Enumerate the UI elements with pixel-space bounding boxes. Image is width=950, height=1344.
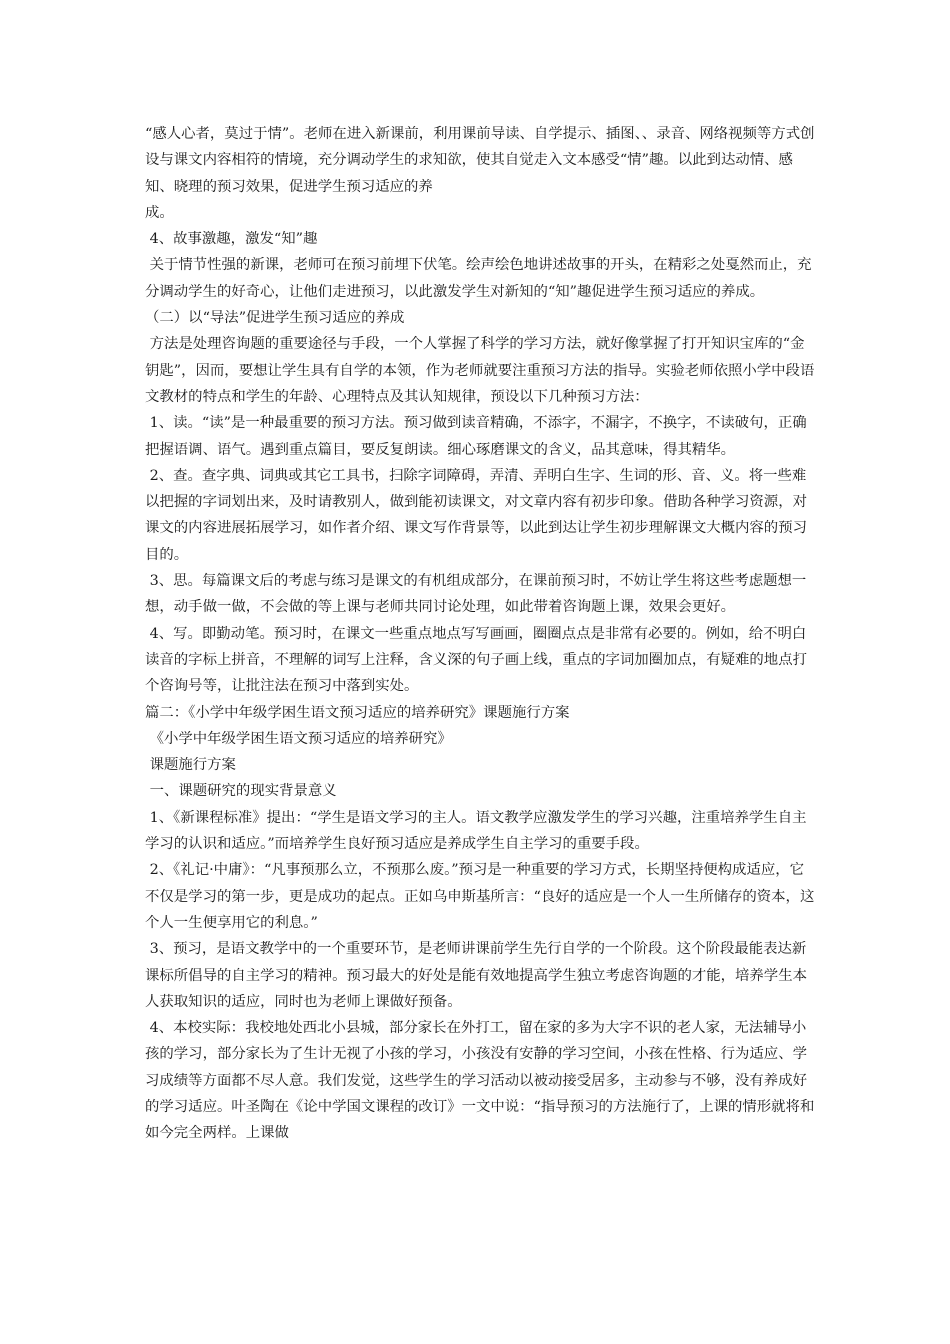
section-title-part-two: 篇二：《小学中年级学困生语文预习适应的培养研究》课题施行方案 bbox=[145, 704, 570, 721]
paragraph-method-think: 3、思。每篇课文后的考虑与练习是课文的有机组成部分，在课前预习时，不妨让学生将这些考虑题想一想，动手做一做，不会做的等上课与老师共同讨论处理，如此带着咨询题上课，效果会更好。 bbox=[145, 573, 807, 616]
paragraph-curriculum-standard: 1、《新课程标准》提出：“学生是语文学习的主人。语文教学应激发学生的学习兴趣，注重培养学生自主学习的认识和适应。”而培养学生良好预习适应是养成学生自主学习的重要手段。 bbox=[145, 809, 807, 853]
subtitle-implementation-plan: 课题施行方案 bbox=[145, 757, 236, 774]
paragraph-school-reality: 4、本校实际：我校地处西北小县城，部分家长在外打工，留在家的多为大字不识的老人家，无法辅导小孩的学习，部分家长为了生计无视了小孩的学习，小孩没有安静的学习空间，小孩在性格、行为适应、学习成绩等方面都不尽人意。我们发觉，这些学生的学习活动以被动接受居多，主动参与不够，没有养成好的学习适应。叶圣陶在《论中学国文课程的改订》一文中说：“指导预习的方法施行了，上课的情形就将和如今完全两样。上课做 bbox=[145, 1020, 815, 1142]
paragraph-preview-importance: 3、预习，是语文教学中的一个重要环节，是老师讲课前学生先行自学的一个阶段。这个阶段最能表达新课标所倡导的自主学习的精神。预习最大的好处是能有效地提高学生独立考虑咨询题的才能，培养学生本人获取知识的适应，同时也为老师上课做好预备。 bbox=[145, 941, 807, 1010]
heading-guide-methods: （二）以“导法”促进学生预习适应的养成 bbox=[145, 310, 405, 327]
paragraph-method-write: 4、写。即勤动笔。预习时，在课文一些重点地点写写画画，圈圈点点是非常有必要的。例如，给不明白读音的字标上拼音，不理解的词写上注释，含义深的句子画上线，重点的字词加圈加点，有疑难的地点打个咨询号等，让批注法在预习中落到实处。 bbox=[145, 625, 807, 695]
paragraph-liji-zhongyong: 2、《礼记·中庸》：“凡事预那么立，不预那么废。”预习是一种重要的学习方式，长期坚持便构成适应，它不仅是学习的第一步，更是成功的起点。正如乌申斯基所言：“良好的适应是一个人一生所储存的资本，这个人一生便享用它的利息。” bbox=[145, 862, 815, 931]
paragraph-method-check: 2、查。查字典、词典或其它工具书，扫除字词障碍，弄清、弄明白生字、生词的形、音、义。将一些难以把握的字词划出来，及时请教别人，做到能初读课文，对文章内容有初步印象。借助各种学习资源，对课文的内容进展拓展学习，如作者介绍、课文写作背景等，以此到达让学生初步理解课文大概内容的预习目的。 bbox=[145, 467, 807, 563]
paragraph-story-interest: 关于情节性强的新课，老师可在预习前埋下伏笔。绘声绘色地讲述故事的开头，在精彩之处戛然而止，充分调动学生的好奇心，让他们走进预习，以此激发学生对新知的“知”趣促进学生预习适应的养成。 bbox=[145, 257, 812, 300]
heading-background-significance: 一、课题研究的现实背景意义 bbox=[145, 783, 337, 800]
paragraph-methods-intro: 方法是处理咨询题的重要途径与手段，一个人掌握了科学的学习方法，就好像掌握了打开知识宝库的“金钥匙”，因而，要想让学生具有自学的本领，作为老师就要注重预习方法的指导。实验老师依照小学中段语文教材的特点和学生的年龄、心理特点及其认知规律，预设以下几种预习方法： bbox=[145, 336, 815, 405]
heading-story-interest: 4、故事激趣，激发“知”趣 bbox=[145, 231, 318, 248]
paragraph-continuation: 成。 bbox=[145, 204, 174, 221]
subtitle-project-name: 《小学中年级学困生语文预习适应的培养研究》 bbox=[145, 730, 452, 747]
paragraph-intro-emotion: “感人心者，莫过于情”。老师在进入新课前，利用课前导读、自学提示、插图、、录音、网络视频等方式创设与课文内容相符的情境，充分调动学生的求知欲，使其自觉走入文本感受“情”趣。以此到达动情、感知、晓理的预习效果，促进学生预习适应的养 bbox=[145, 126, 815, 195]
paragraph-method-read: 1、读。“读”是一种最重要的预习方法。预习做到读音精确，不添字，不漏字，不换字，不读破句，正确把握语调、语气。遇到重点篇目，要反复朗读。细心琢磨课文的含义，品其意味，得其精华。 bbox=[145, 415, 807, 458]
document-body bbox=[145, 121, 815, 1147]
